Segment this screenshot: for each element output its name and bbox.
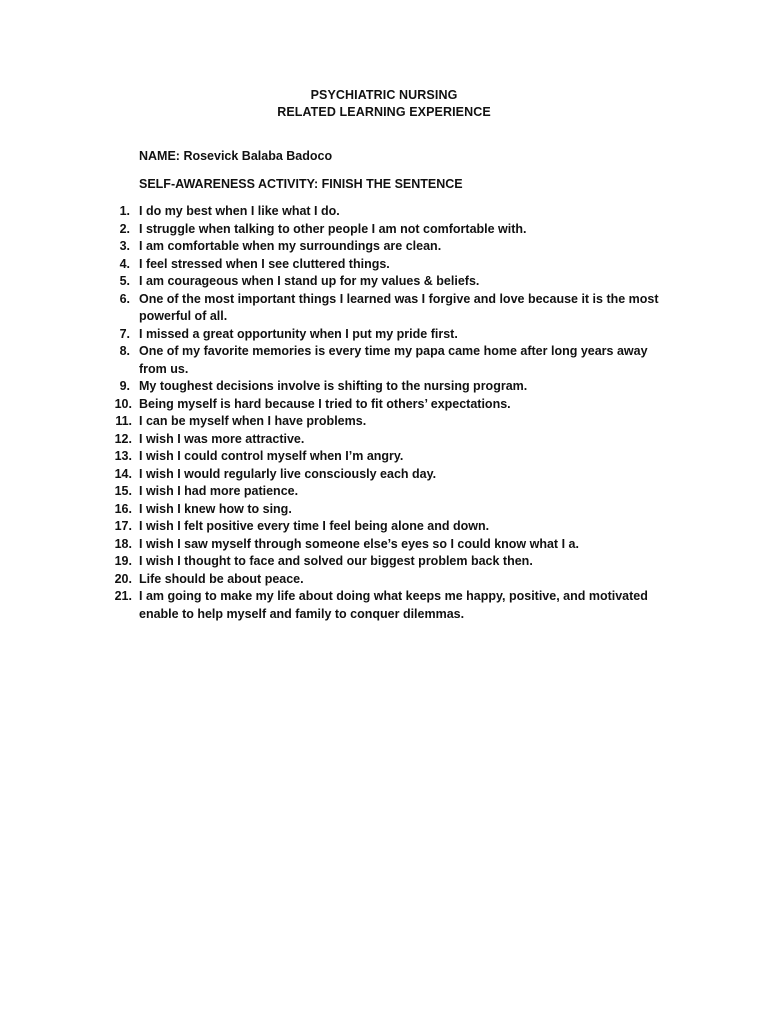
list-item xyxy=(0,518,768,536)
list-item xyxy=(0,466,768,484)
item-text: One of the most important things I learned was I forgive and love because it is the most powerful of all. xyxy=(139,291,659,323)
list-item xyxy=(0,536,768,554)
list-item xyxy=(0,221,768,239)
list-item xyxy=(0,553,768,571)
document-subtitle: RELATED LEARNING EXPERIENCE xyxy=(277,105,491,119)
item-text: I wish I saw myself through someone else’s eyes so I could know what I a. xyxy=(139,536,579,551)
list-item xyxy=(0,343,768,378)
list-item xyxy=(0,448,768,466)
item-text: I am going to make my life about doing what keeps me happy, positive, and motivated enable to help myself and family to conquer dilemmas. xyxy=(139,589,648,621)
item-text: Life should be about peace. xyxy=(139,571,304,586)
item-number: 17. xyxy=(114,519,132,533)
list-item xyxy=(0,326,768,344)
list-item xyxy=(0,203,768,221)
item-number: 8. xyxy=(119,344,130,358)
list-item xyxy=(0,413,768,431)
item-text: I struggle when talking to other people I am not comfortable with. xyxy=(139,221,527,236)
student-name: NAME: Rosevick Balaba Badoco xyxy=(139,149,333,163)
list-item xyxy=(0,291,768,326)
list-item xyxy=(0,571,768,589)
item-number: 4. xyxy=(119,256,130,271)
item-text: I do my best when I like what I do. xyxy=(139,204,340,218)
item-text: I feel stressed when I see cluttered things. xyxy=(139,256,390,271)
item-number: 2. xyxy=(119,221,130,236)
item-number: 9. xyxy=(119,379,130,393)
item-number: 21. xyxy=(114,589,132,603)
list-item xyxy=(0,256,768,274)
item-number: 1. xyxy=(119,204,130,218)
item-number: 14. xyxy=(114,466,132,481)
item-number: 10. xyxy=(114,396,132,411)
item-number: 7. xyxy=(119,326,130,341)
item-text: I wish I had more patience. xyxy=(139,484,299,498)
item-number: 5. xyxy=(119,274,130,288)
list-item xyxy=(0,483,768,501)
item-text: I wish I knew how to sing. xyxy=(139,501,292,516)
list-item xyxy=(0,378,768,396)
item-number: 16. xyxy=(114,501,132,516)
list-item xyxy=(0,588,768,623)
item-number: 20. xyxy=(114,571,132,586)
item-text: One of my favorite memories is every time my papa came home after long years away from us. xyxy=(139,344,648,376)
item-text: I wish I would regularly live consciously each day. xyxy=(139,466,437,481)
item-number: 18. xyxy=(114,536,132,551)
item-number: 13. xyxy=(114,449,132,463)
item-number: 19. xyxy=(114,554,132,568)
document-title: PSYCHIATRIC NURSING xyxy=(310,88,458,102)
activity-heading: SELF-AWARENESS ACTIVITY: FINISH THE SENTENCE xyxy=(139,177,463,191)
list-item xyxy=(0,431,768,449)
item-number: 3. xyxy=(119,239,130,253)
item-text: I missed a great opportunity when I put my pride first. xyxy=(139,326,458,341)
item-number: 12. xyxy=(114,431,132,446)
item-text: I wish I could control myself when I’m angry. xyxy=(139,449,404,463)
item-number: 6. xyxy=(119,291,130,306)
item-text: Being myself is hard because I tried to fit others’ expectations. xyxy=(139,396,511,411)
item-text: I wish I thought to face and solved our biggest problem back then. xyxy=(139,554,533,568)
list-item xyxy=(0,396,768,414)
item-number: 15. xyxy=(114,484,132,498)
item-number: 11. xyxy=(115,414,132,428)
item-text: I am comfortable when my surroundings are clean. xyxy=(139,239,442,253)
item-text: I wish I felt positive every time I feel being alone and down. xyxy=(139,519,490,533)
item-text: I can be myself when I have problems. xyxy=(139,414,367,428)
item-text: I am courageous when I stand up for my values & beliefs. xyxy=(139,274,480,288)
list-item xyxy=(0,501,768,519)
list-item xyxy=(0,273,768,291)
sentence-list xyxy=(0,203,768,623)
item-text: My toughest decisions involve is shifting to the nursing program. xyxy=(139,379,528,393)
item-text: I wish I was more attractive. xyxy=(139,431,305,446)
list-item xyxy=(0,238,768,256)
